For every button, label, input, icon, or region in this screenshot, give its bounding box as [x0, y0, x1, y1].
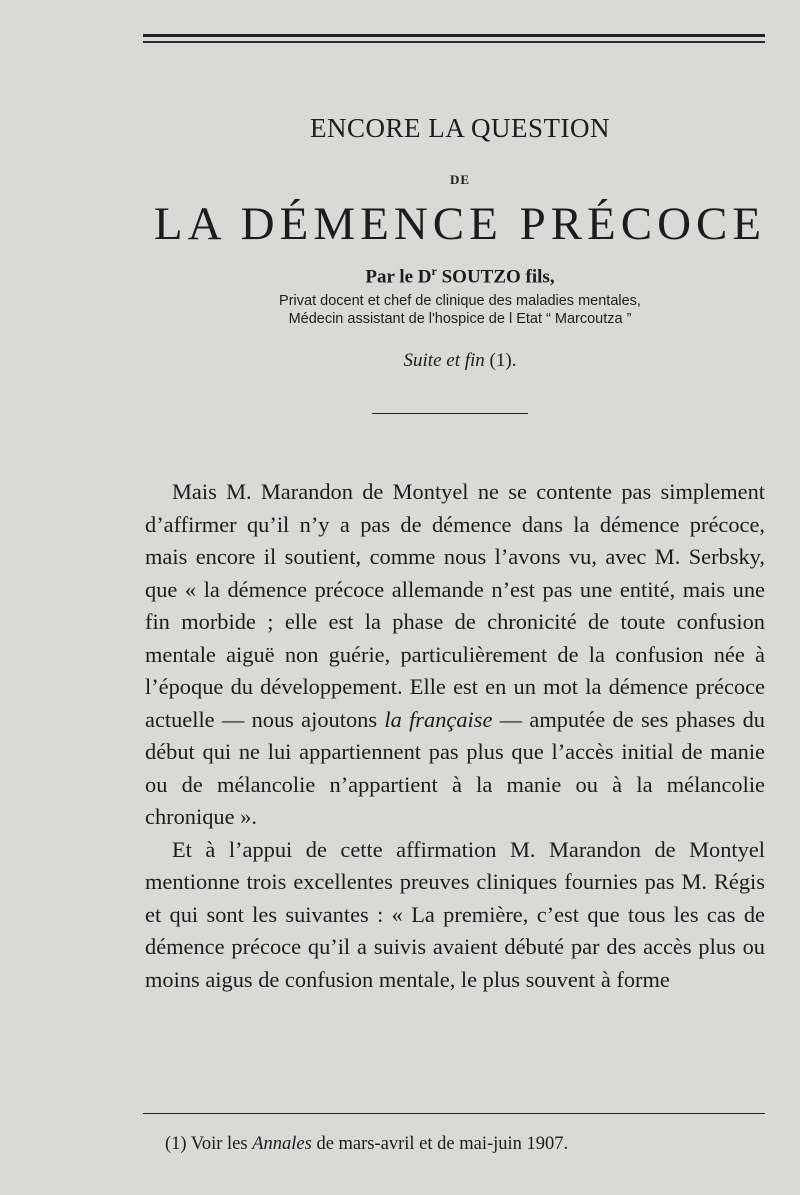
paragraph-1-text-a: Mais M. Marandon de Montyel ne se contente pas simplement d’affirmer qu’il n’y a pas de démence dans la démence précoce, mais encore il soutient, comme nous l’avons vu, avec M. Serbsky, que « la démence précoce allemande n’est pas une entité, mais une fin morbide ; elle est la phase de chronicité de toute confusion mentale aiguë non guérie, particulièrement de la confusion née à l’époque du développement. Elle est en un mot la démence précoce actuelle — nous ajoutons — [145, 479, 765, 732]
paragraph-2 — [145, 834, 765, 997]
paragraph-1-italic: la française — [384, 706, 493, 732]
affiliation-line1: Privat docent et chef de clinique des maladies mentales, — [279, 293, 641, 309]
paragraph-2-text: Et à l’appui de cette affirmation M. Marandon de Montyel mentionne trois excellentes preuves cliniques fournies pas M. Régis et qui sont les suivantes : « La première, c’est que tous les cas de démence précoce qu’il a suivis avaient débuté par des accès plus ou moins aigus de confusion mentale, le plus souvent à forme — [145, 836, 765, 992]
footnote-italic: Annales — [252, 1134, 312, 1154]
footnote-text: de mars-avril et de mai-juin 1907. — [311, 1134, 569, 1154]
article-title-line2: LA DÉMENCE PRÉCOCE — [153, 198, 767, 250]
footnote-rule — [143, 1113, 765, 1114]
continuation-text: Suite et fin — [403, 350, 485, 371]
article-title-connector: DE — [449, 172, 471, 187]
footnote — [165, 1134, 568, 1155]
author-prefix: Par le D — [365, 266, 432, 288]
affiliation-line2: Médecin assistant de l'hospice de l Etat “ Marcoutza ” — [288, 311, 632, 327]
author-name: SOUTZO fils, — [436, 266, 555, 288]
header-rule-thick — [143, 34, 765, 37]
footnote-reference: (1). — [484, 350, 517, 371]
footnote-marker: (1) Voir les — [165, 1134, 253, 1154]
paragraph-1 — [145, 476, 765, 834]
author-title-sup: r — [431, 264, 437, 278]
header-rule-thin — [143, 41, 765, 43]
paragraph-1-text-b: — amputée de ses phases du début qui ne lui appartiennent pas plus que l’accès initial de manie ou de mélancolie n’appartient à la manie ou à la mélancolie chronique ». — [145, 706, 765, 829]
continuation-note — [150, 350, 770, 372]
section-divider — [372, 413, 528, 414]
author-line — [150, 264, 770, 288]
body-text — [145, 476, 765, 996]
article-title-line1: ENCORE LA QUESTION — [310, 113, 610, 143]
